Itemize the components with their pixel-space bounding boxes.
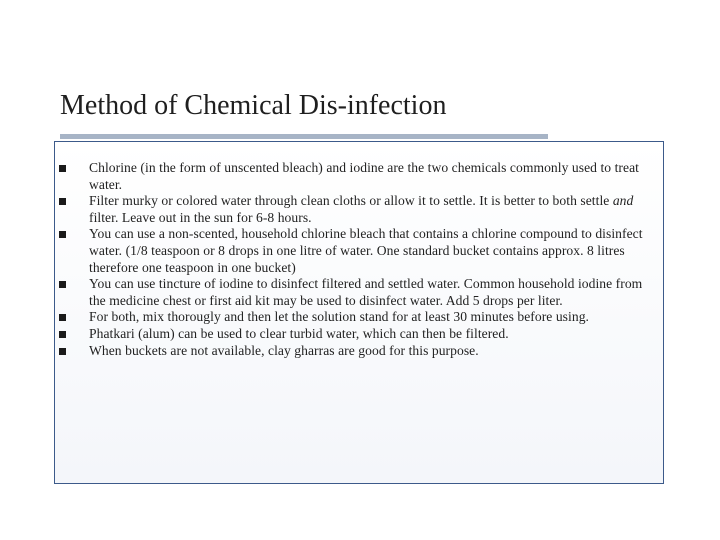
slide-title: Method of Chemical Dis-infection [60,90,447,121]
bullet-item [55,276,665,309]
bullet-item [55,343,665,360]
bullet-item [55,160,665,193]
square-bullet-icon [59,331,66,338]
bullet-emphasis: and [612,193,634,209]
bullet-item [55,193,665,226]
bullet-text: When buckets are not available, clay gharras are good for this purpose. [89,342,479,358]
bullet-text: Phatkari (alum) can be used to clear turbid water, which can then be filtered. [89,325,509,341]
bullet-text-part: Filter murky or colored water through clean cloths or allow it to settle. It is better to both settle [89,193,613,209]
square-bullet-icon [59,314,66,321]
bullet-list [55,160,665,359]
title-underline [60,134,548,139]
bullet-text: You can use tincture of iodine to disinfect filtered and settled water. Common household iodine from the medicine chest or first aid kit may be used to disinfect water. Add 5 drops per liter. [89,276,643,308]
content-box [54,141,664,484]
square-bullet-icon [59,281,66,288]
square-bullet-icon [59,231,66,238]
bullet-text [89,193,633,225]
square-bullet-icon [59,165,66,172]
bullet-item [55,226,665,276]
bullet-text: You can use a non-scented, household chlorine bleach that contains a chlorine compound to disinfect water. (1/8 teaspoon or 8 drops in one litre of water. One standard bucket contains approx. 8 litres therefore one teaspoon in one bucket) [89,226,643,275]
bullet-text: For both, mix thorougly and then let the solution stand for at least 30 minutes before using. [89,309,589,325]
square-bullet-icon [59,198,66,205]
bullet-text-part: filter. Leave out in the sun for 6-8 hours. [89,209,312,225]
square-bullet-icon [59,348,66,355]
bullet-text: Chlorine (in the form of unscented bleach) and iodine are the two chemicals commonly used to treat water. [89,160,639,192]
bullet-item [55,326,665,343]
bullet-item [55,309,665,326]
